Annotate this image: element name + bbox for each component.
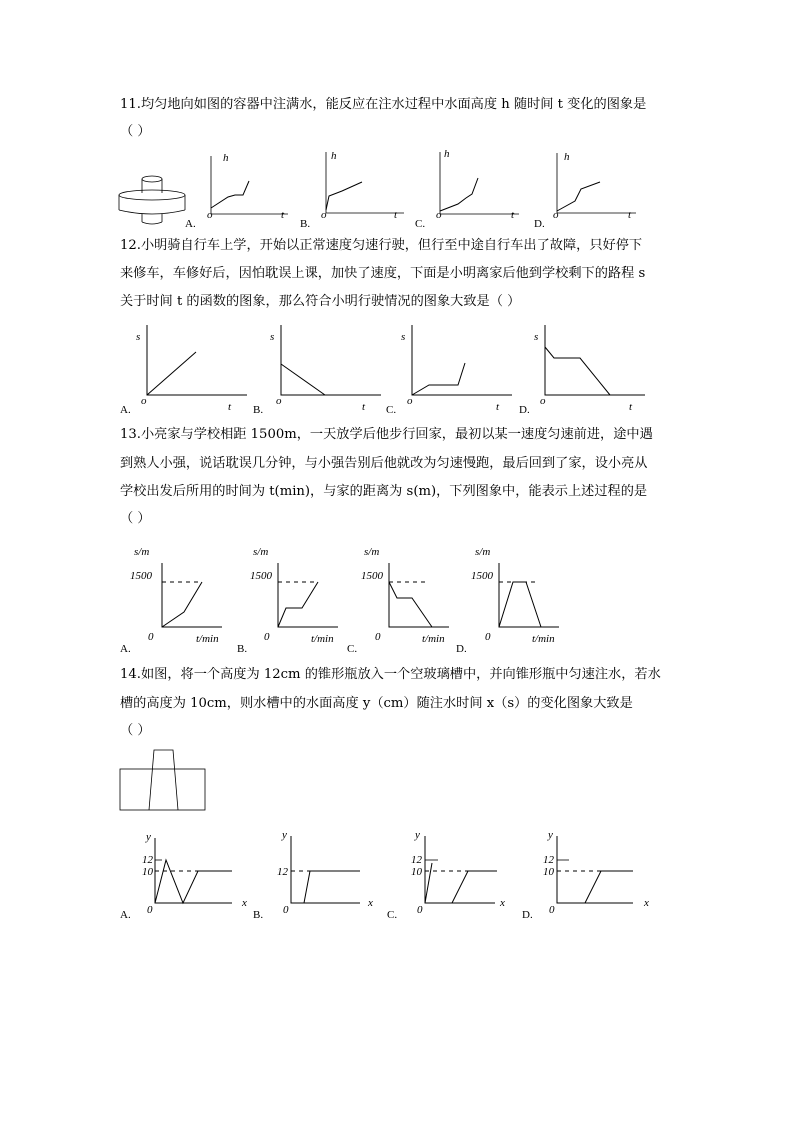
ytick-10: 10: [142, 866, 153, 878]
axis-label-x: x: [242, 897, 247, 909]
axis-label-s: s: [136, 331, 141, 343]
axis-label-y: y: [282, 829, 287, 841]
option-d-label: D.: [522, 909, 533, 921]
axis-label-y: y: [146, 831, 151, 843]
axis-label-h: h: [223, 152, 229, 164]
origin-label: 0: [264, 631, 270, 643]
ytick-1500: 1500: [471, 570, 493, 582]
origin-label: o: [407, 395, 413, 407]
axis-label-t: t/min: [532, 633, 555, 645]
ytick-1500: 1500: [361, 570, 383, 582]
axis-label-t: t: [394, 209, 398, 221]
q14-graph-b: [253, 829, 373, 921]
origin-label: 0: [549, 904, 555, 916]
option-d-label: D.: [456, 643, 467, 655]
q14-graph-a: [120, 831, 247, 921]
q14-text-line3: （ ）: [120, 723, 151, 738]
q12-text-line3: 关于时间 t 的函数的图象，那么符合小明行驶情况的图象大致是（ ）: [120, 294, 521, 309]
option-b-label: B.: [300, 218, 311, 230]
axis-label-x: x: [368, 897, 373, 909]
option-b-label: B.: [237, 643, 248, 655]
axis-label-h: h: [564, 151, 570, 163]
axis-label-y: y: [548, 829, 553, 841]
ytick-12: 12: [411, 854, 422, 866]
axis-label-t: t: [629, 401, 633, 413]
axis-label-s: s: [534, 331, 539, 343]
origin-label: 0: [417, 904, 423, 916]
option-a-label: A.: [120, 643, 131, 655]
axis-label-s: s/m: [364, 546, 380, 558]
origin-label: o: [553, 209, 559, 221]
q11-text-line1: 11.均匀地向如图的容器中注满水，能反应在注水过程中水面高度 h 随时间 t 变化的图象是: [120, 97, 647, 112]
q14-graph-d: [522, 829, 649, 921]
axis-label-t: t: [362, 401, 366, 413]
q12-text-line2: 来修车，车修好后，因怕耽误上课，加快了速度，下面是小明离家后他到学校剩下的路程 s: [120, 266, 646, 281]
q14-graph-c: [387, 829, 505, 921]
q14-tank-flask-drawing: [120, 750, 205, 810]
ytick-12: 12: [543, 854, 554, 866]
q12-text-line1: 12.小明骑自行车上学，开始以正常速度匀速行驶，但行至中途自行车出了故障，只好停下: [120, 238, 643, 253]
axis-label-s: s: [270, 331, 275, 343]
axis-label-t: t/min: [311, 633, 334, 645]
origin-label: 0: [485, 631, 491, 643]
q11-text-line2: （ ）: [120, 124, 151, 139]
axis-label-s: s/m: [253, 546, 269, 558]
ytick-12: 12: [142, 854, 153, 866]
axis-label-t: t/min: [196, 633, 219, 645]
axis-label-t: t: [281, 209, 285, 221]
option-c-label: C.: [415, 218, 426, 230]
option-b-label: B.: [253, 909, 264, 921]
ytick-10: 10: [543, 866, 554, 878]
axis-label-h: h: [444, 148, 450, 160]
option-d-label: D.: [534, 218, 545, 230]
axis-label-s: s: [401, 331, 406, 343]
option-d-label: D.: [519, 404, 530, 416]
option-a-label: A.: [185, 218, 196, 230]
option-c-label: C.: [387, 909, 398, 921]
option-c-label: C.: [347, 643, 358, 655]
q14-text-line2: 槽的高度为 10cm，则水槽中的水面高度 y（cm）随注水时间 x（s）的变化图象大致是: [120, 696, 633, 711]
origin-label: o: [540, 395, 546, 407]
axis-label-t: t: [228, 401, 232, 413]
ytick-10: 10: [411, 866, 422, 878]
origin-label: o: [436, 209, 442, 221]
q13-text-line2: 到熟人小强，说话耽误几分钟，与小强告别后他就改为匀速慢跑，最后回到了家，设小亮从: [120, 456, 648, 471]
origin-label: 0: [148, 631, 154, 643]
origin-label: o: [276, 395, 282, 407]
axis-label-t: t: [511, 209, 515, 221]
axis-label-t: t: [496, 401, 500, 413]
axis-label-t: t/min: [422, 633, 445, 645]
axis-label-x: x: [644, 897, 649, 909]
option-a-label: A.: [120, 404, 131, 416]
q13-text-line3: 学校出发后所用的时间为 t(min)，与家的距离为 s(m)，下列图象中，能表示上述过程的是: [120, 484, 648, 499]
origin-label: 0: [375, 631, 381, 643]
q14-text-line1: 14.如图，将一个高度为 12cm 的锥形瓶放入一个空玻璃槽中，并向锥形瓶中匀速注水，若水: [120, 667, 661, 682]
ytick-12: 12: [277, 866, 288, 878]
ytick-1500: 1500: [130, 570, 152, 582]
option-b-label: B.: [253, 404, 264, 416]
q13-text-line4: （ ）: [120, 511, 151, 526]
axis-label-y: y: [415, 829, 420, 841]
ytick-1500: 1500: [250, 570, 272, 582]
axis-label-s: s/m: [475, 546, 491, 558]
origin-label: o: [321, 209, 327, 221]
axis-label-x: x: [500, 897, 505, 909]
origin-label: o: [207, 209, 213, 221]
option-a-label: A.: [120, 909, 131, 921]
origin-label: 0: [283, 904, 289, 916]
axis-label-s: s/m: [134, 546, 150, 558]
option-c-label: C.: [386, 404, 397, 416]
origin-label: 0: [147, 904, 153, 916]
axis-label-h: h: [331, 150, 337, 162]
axis-label-t: t: [628, 209, 632, 221]
origin-label: o: [141, 395, 147, 407]
q13-text-line1: 13.小亮家与学校相距 1500m，一天放学后他步行回家，最初以某一速度匀速前进，途中遇: [120, 427, 653, 442]
